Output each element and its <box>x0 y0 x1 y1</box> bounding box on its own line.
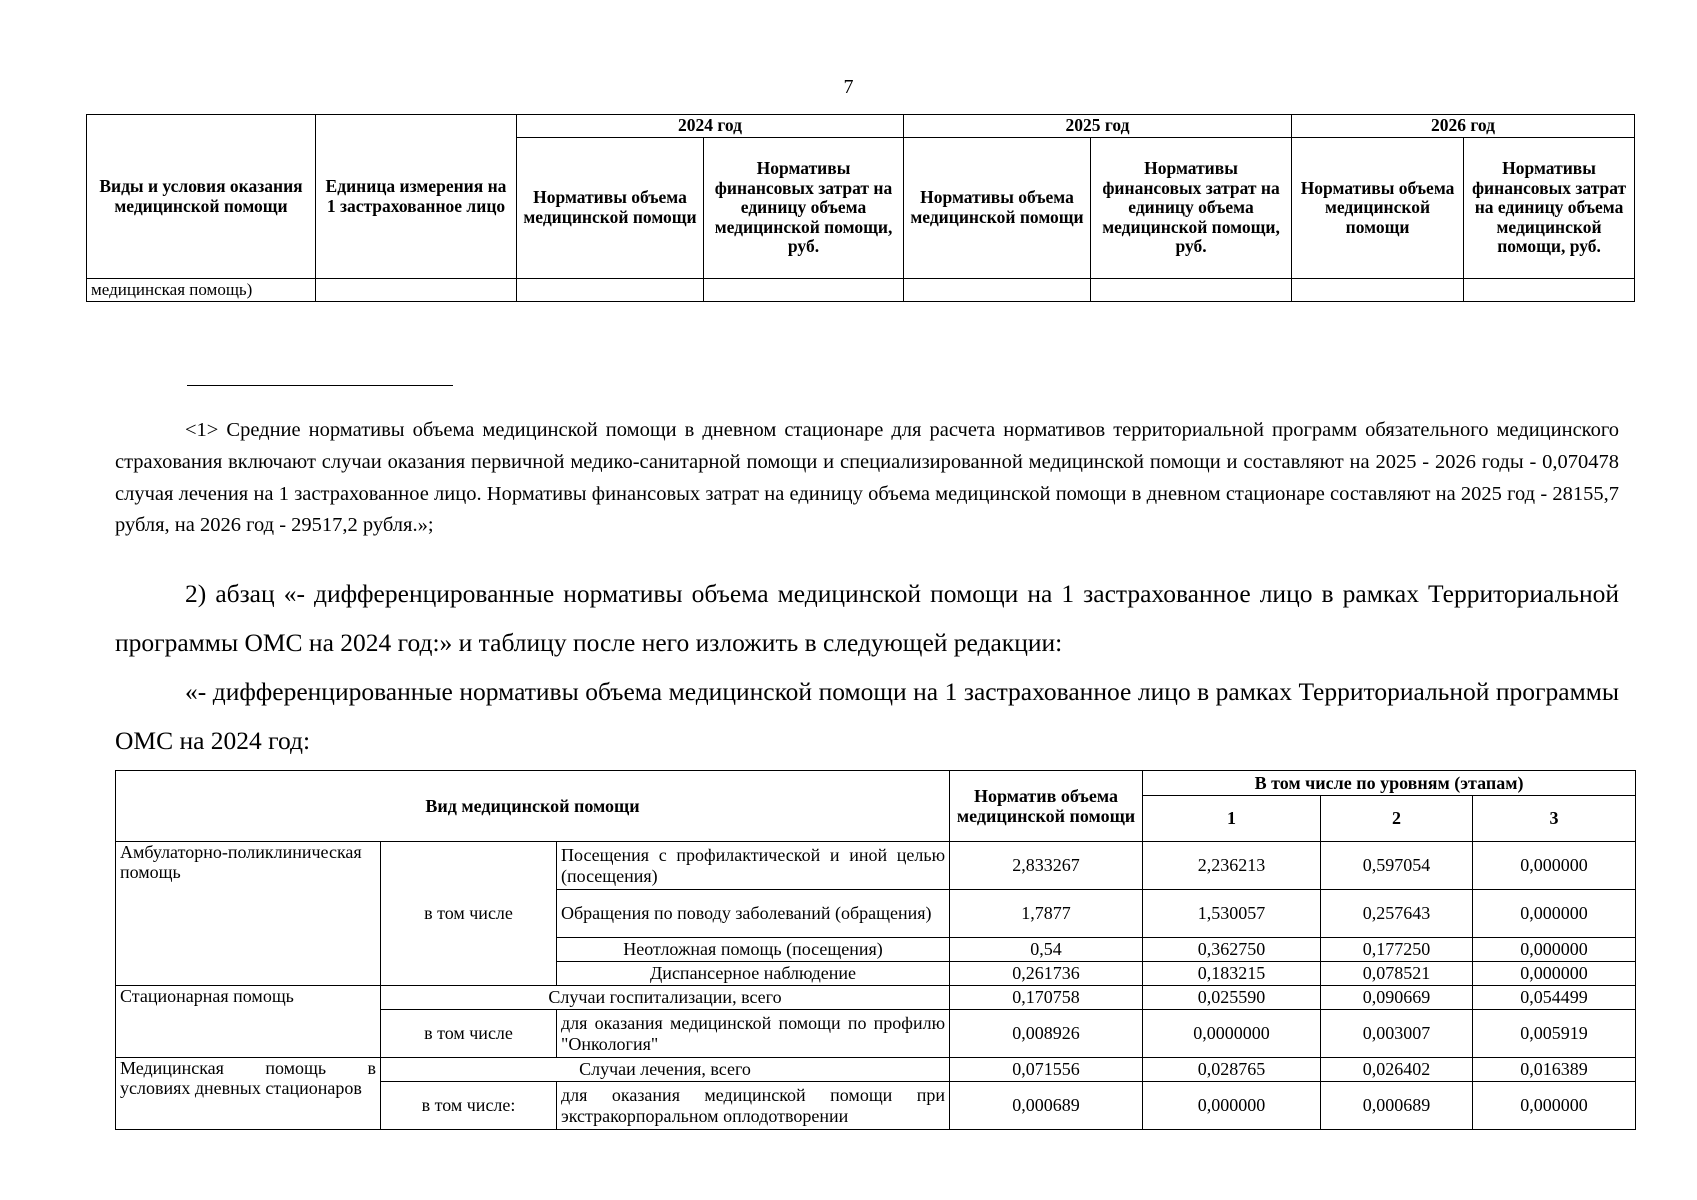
row-label: Обращения по поводу заболеваний (обращения) <box>557 890 950 938</box>
row-label: Случаи госпитализации, всего <box>381 986 950 1010</box>
footnote <box>115 415 1619 542</box>
level-2-value: 0,003007 <box>1321 1010 1473 1058</box>
norm-value: 0,071556 <box>950 1058 1143 1082</box>
group-name: Амбулаторно-поликлиническая помощь <box>116 842 381 986</box>
norm-value: 1,7877 <box>950 890 1143 938</box>
header-volume-2024: Нормативы объема медицинской помощи <box>517 138 704 279</box>
paragraph-heading <box>115 667 1619 765</box>
header-cost-2025: Нормативы финансовых затрат на единицу объема медицинской помощи, руб. <box>1091 138 1292 279</box>
footnote-text: <1> Средние нормативы объема медицинской помощи в дневном стационаре для расчета нормативов территориальной программ обязательного медицинского страхования включают случаи оказания первичной медико-санитарной помощи и специализированной медицинской помощи и составляют на 2025 - 2026 годы - 0,070478 случая лечения на 1 застрахованное лицо. Нормативы финансовых затрат на единицу объема медицинской помощи в дневном стационаре составляют на 2025 год - 28155,7 рубля, на 2026 год - 29517,2 рубля.»; <box>115 419 1619 537</box>
level-3-value: 0,054499 <box>1473 986 1636 1010</box>
level-3-value: 0,000000 <box>1473 842 1636 890</box>
level-2-value: 0,090669 <box>1321 986 1473 1010</box>
row-label: Случаи лечения, всего <box>381 1058 950 1082</box>
level-3-value: 0,000000 <box>1473 938 1636 962</box>
table-cell: медицинская помощь) <box>87 279 316 302</box>
including-label: в том числе: <box>381 1082 557 1130</box>
header-volume-2025: Нормативы объема медицинской помощи <box>904 138 1091 279</box>
level-2-value: 0,078521 <box>1321 962 1473 986</box>
row-label: для оказания медицинской помощи при экстракорпоральном оплодотворении <box>557 1082 950 1130</box>
table-cell <box>517 279 704 302</box>
header-cost-2026: Нормативы финансовых затрат на единицу объема медицинской помощи, руб. <box>1464 138 1635 279</box>
level-3-value: 0,000000 <box>1473 1082 1636 1130</box>
level-1-value: 0,0000000 <box>1143 1010 1321 1058</box>
level-1-value: 0,362750 <box>1143 938 1321 962</box>
including-label: в том числе <box>381 1010 557 1058</box>
group-name: Медицинская помощь в условиях дневных стационаров <box>116 1058 381 1130</box>
paragraph-text: 2) абзац «- дифференцированные нормативы объема медицинской помощи на 1 застрахованное лицо в рамках Территориальной программы ОМС на 2024 год:» и таблицу после него изложить в следующей редакции: <box>115 579 1619 657</box>
row-label: Неотложная помощь (посещения) <box>557 938 950 962</box>
header-level-1: 1 <box>1143 796 1321 842</box>
norm-value: 0,54 <box>950 938 1143 962</box>
level-1-value: 0,028765 <box>1143 1058 1321 1082</box>
header-unit: Единица измерения на 1 застрахованное лицо <box>316 115 517 279</box>
header-year-2024: 2024 год <box>517 115 904 138</box>
row-label: Диспансерное наблюдение <box>557 962 950 986</box>
footnote-divider <box>187 385 453 386</box>
table-cell <box>1464 279 1635 302</box>
header-level-3: 3 <box>1473 796 1636 842</box>
level-1-value: 0,000000 <box>1143 1082 1321 1130</box>
group-name: Стационарная помощь <box>116 986 381 1058</box>
level-2-value: 0,000689 <box>1321 1082 1473 1130</box>
header-kind: Вид медицинской помощи <box>116 771 950 842</box>
level-3-value: 0,016389 <box>1473 1058 1636 1082</box>
level-1-value: 1,530057 <box>1143 890 1321 938</box>
level-2-value: 0,597054 <box>1321 842 1473 890</box>
table-cell <box>1292 279 1464 302</box>
paragraph-amendment <box>115 569 1619 667</box>
header-norm: Норматив объема медицинской помощи <box>950 771 1143 842</box>
norm-value: 0,170758 <box>950 986 1143 1010</box>
norm-value: 0,000689 <box>950 1082 1143 1130</box>
level-3-value: 0,005919 <box>1473 1010 1636 1058</box>
page-number: 7 <box>843 76 854 98</box>
level-2-value: 0,257643 <box>1321 890 1473 938</box>
header-volume-2026: Нормативы объема медицинской помощи <box>1292 138 1464 279</box>
level-1-value: 0,025590 <box>1143 986 1321 1010</box>
differentiated-normatives-table <box>115 770 1636 1130</box>
level-2-value: 0,177250 <box>1321 938 1473 962</box>
header-year-2026: 2026 год <box>1292 115 1635 138</box>
level-1-value: 0,183215 <box>1143 962 1321 986</box>
level-2-value: 0,026402 <box>1321 1058 1473 1082</box>
table-row <box>116 1058 1636 1082</box>
including-label: в том числе <box>381 842 557 986</box>
table-row <box>116 842 1636 890</box>
header-level-2: 2 <box>1321 796 1473 842</box>
table-cell <box>1091 279 1292 302</box>
level-1-value: 2,236213 <box>1143 842 1321 890</box>
table-cell <box>904 279 1091 302</box>
paragraph-text: «- дифференцированные нормативы объема медицинской помощи на 1 застрахованное лицо в рамках Территориальной программы ОМС на 2024 год: <box>115 677 1619 755</box>
table-row <box>116 986 1636 1010</box>
header-year-2025: 2025 год <box>904 115 1292 138</box>
normatives-table <box>86 114 1635 302</box>
norm-value: 0,008926 <box>950 1010 1143 1058</box>
norm-value: 0,261736 <box>950 962 1143 986</box>
table-cell <box>316 279 517 302</box>
level-3-value: 0,000000 <box>1473 962 1636 986</box>
table-cell <box>704 279 904 302</box>
row-label: Посещения с профилактической и иной целью (посещения) <box>557 842 950 890</box>
norm-value: 2,833267 <box>950 842 1143 890</box>
level-3-value: 0,000000 <box>1473 890 1636 938</box>
header-cost-2024: Нормативы финансовых затрат на единицу объема медицинской помощи, руб. <box>704 138 904 279</box>
header-kind: Виды и условия оказания медицинской помощи <box>87 115 316 279</box>
row-label: для оказания медицинской помощи по профилю "Онкология" <box>557 1010 950 1058</box>
header-levels: В том числе по уровням (этапам) <box>1143 771 1636 796</box>
